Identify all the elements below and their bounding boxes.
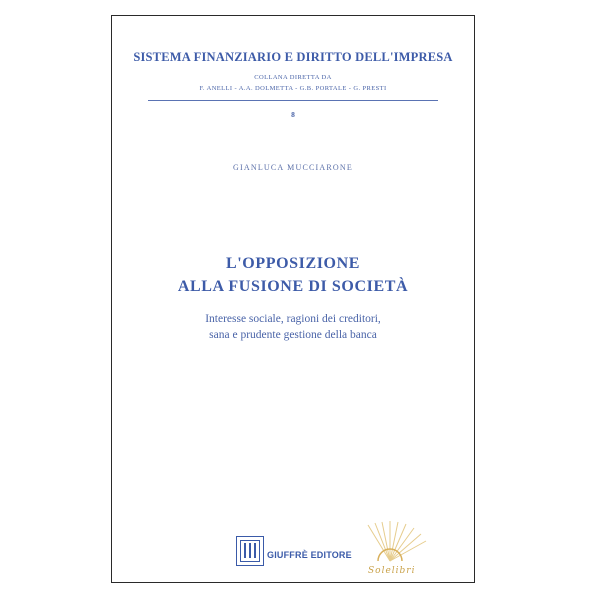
series-editors: F. ANELLI - A.A. DOLMETTA - G.B. PORTALE - G. PRESTI	[199, 85, 387, 92]
publisher-emblem-icon	[236, 536, 264, 566]
volume-number: 8	[291, 110, 295, 119]
book-subtitle-line-1: Interesse sociale, ragioni dei creditori,	[205, 313, 381, 325]
book-title-line-1: L'OPPOSIZIONE	[225, 255, 361, 272]
book-title-line-2: ALLA FUSIONE DI SOCIETÀ	[177, 278, 409, 295]
author-name: GIANLUCA MUCCIARONE	[233, 163, 353, 172]
book-cover	[111, 15, 475, 583]
publisher-block	[236, 531, 352, 571]
solelibri-brand: Solelibri	[368, 566, 416, 576]
series-divider	[148, 100, 438, 101]
solelibri-logo	[360, 521, 430, 576]
publisher-name: GIUFFRÈ EDITORE	[267, 550, 352, 560]
sun-rays-icon	[360, 521, 430, 566]
series-directed-by: COLLANA DIRETTA DA	[254, 74, 332, 81]
book-subtitle-line-2: sana e prudente gestione della banca	[209, 329, 377, 341]
series-title: SISTEMA FINANZIARIO E DIRITTO DELL'IMPRESA	[133, 50, 453, 64]
